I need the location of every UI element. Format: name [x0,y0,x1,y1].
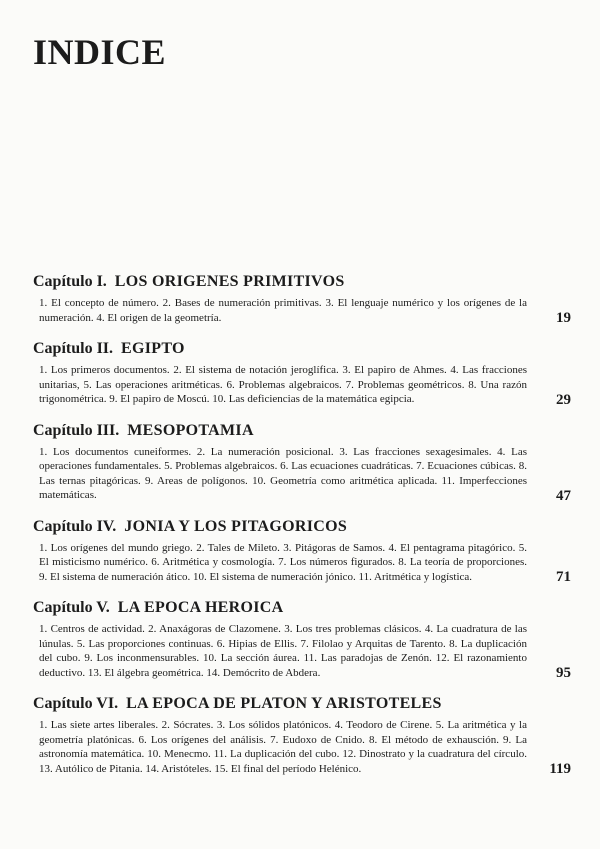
chapter-heading [33,421,571,441]
chapter-page-number: 19 [556,310,571,326]
chapter-page-number: 47 [556,487,571,504]
chapter-page-number: 71 [556,569,571,585]
chapter-body [33,541,571,585]
chapter-entry-1 [33,272,571,325]
chapter-label: Capítulo IV. [33,517,117,535]
chapter-entry-4 [33,517,571,585]
chapter-label: Capítulo II. [33,340,114,357]
chapter-name: LA EPOCA HEROICA [117,599,284,616]
chapter-body [33,622,571,680]
chapter-label: Capítulo III. [33,421,120,439]
chapter-page-number: 29 [556,391,571,408]
chapter-page-number: 95 [556,665,571,681]
chapter-name: MESOPOTAMIA [127,421,254,439]
chapter-name: LA EPOCA DE PLATON Y ARISTOTELES [126,695,442,712]
chapter-name: LOS ORIGENES PRIMITIVOS [114,273,345,290]
chapter-entry-3 [33,421,571,503]
chapter-summary: 1. Los orígenes del mundo griego. 2. Tales de Mileto. 3. Pitágoras de Samos. 4. El pentagrama pitagórico. 5. El misticismo numérico. 6. Aritmética y cosmología. 7. Los números figurados. 8. La teoría de proporciones. 9. El sistema de numeración ático. 10. El sistema de numeración jónico. 11. Aritmética y logística. [39,541,527,583]
chapter-heading [33,272,571,292]
chapter-body [33,445,571,503]
table-of-contents [33,272,571,790]
chapter-label: Capítulo I. [33,273,107,290]
chapter-summary: 1. Los documentos cuneiformes. 2. La numeración posicional. 3. Las fracciones sexagesimales. 4. Las operaciones fundamentales. 5. Problemas algebraicos. 6. Las ecuaciones cuadráticas. 7. Ecuaciones cúbicas. 8. Las ternas pitagóricas. 9. Areas de polígonos. 10. Geometría como aritmética aplicada. 11. Imperfecciones matemáticas. [39,445,527,501]
chapter-page-number: 119 [549,761,571,777]
chapter-heading [33,598,571,618]
chapter-label: Capítulo V. [33,599,110,616]
chapter-heading [33,694,571,714]
chapter-summary: 1. El concepto de número. 2. Bases de numeración primitivas. 3. El lenguaje numérico y los orígenes de la numeración. 4. El origen de la geometría. [39,297,527,324]
chapter-summary: 1. Los primeros documentos. 2. El sistema de notación jeroglífica. 3. El papiro de Ahmes. 4. Las fracciones unitarias, 5. Las operaciones aritméticas. 6. Problemas algebraicos. 7. Problemas geométricos. 8. Una razón trigonométrica. 9. El papiro de Moscú. 10. Las deficiencias de la matemática egipcia. [39,364,527,405]
chapter-entry-5 [33,598,571,680]
chapter-summary: 1. Las siete artes liberales. 2. Sócrates. 3. Los sólidos platónicos. 4. Teodoro de Cirene. 5. La aritmética y la geometría platónicas. 6. Los orígenes del análisis. 7. Eudoxo de Cnido. 8. El método de exhausción. 9. La astronomía matemática. 10. Menecmo. 11. La duplicación del cubo. 12. Dinostrato y la cuadratura del círculo. 13. Autólico de Pitania. 14. Aristóteles. 15. El final del período Helénico. [39,719,527,775]
chapter-entry-2 [33,339,571,407]
chapter-body [33,718,571,776]
chapter-name: EGIPTO [121,340,185,357]
chapter-summary: 1. Centros de actividad. 2. Anaxágoras de Clazomene. 3. Los tres problemas clásicos. 4. La cuadratura de las lúnulas. 5. Las proporciones continuas. 6. Hipias de Ellis. 7. Filolao y Arquitas de Tarento. 8. La duplicación del cubo. 9. Los inconmensurables. 10. La sección áurea. 11. Las paradojas de Zenón. 12. El razonamiento deductivo. 13. El álgebra geométrica. 14. Demócrito de Abdera. [39,623,527,679]
chapter-heading [33,339,571,359]
chapter-body [33,296,571,325]
chapter-entry-6 [33,694,571,776]
page-title: INDICE [33,32,167,72]
chapter-label: Capítulo VI. [33,695,119,712]
chapter-name: JONIA Y LOS PITAGORICOS [124,517,348,535]
chapter-heading [33,517,571,537]
chapter-body [33,363,571,407]
